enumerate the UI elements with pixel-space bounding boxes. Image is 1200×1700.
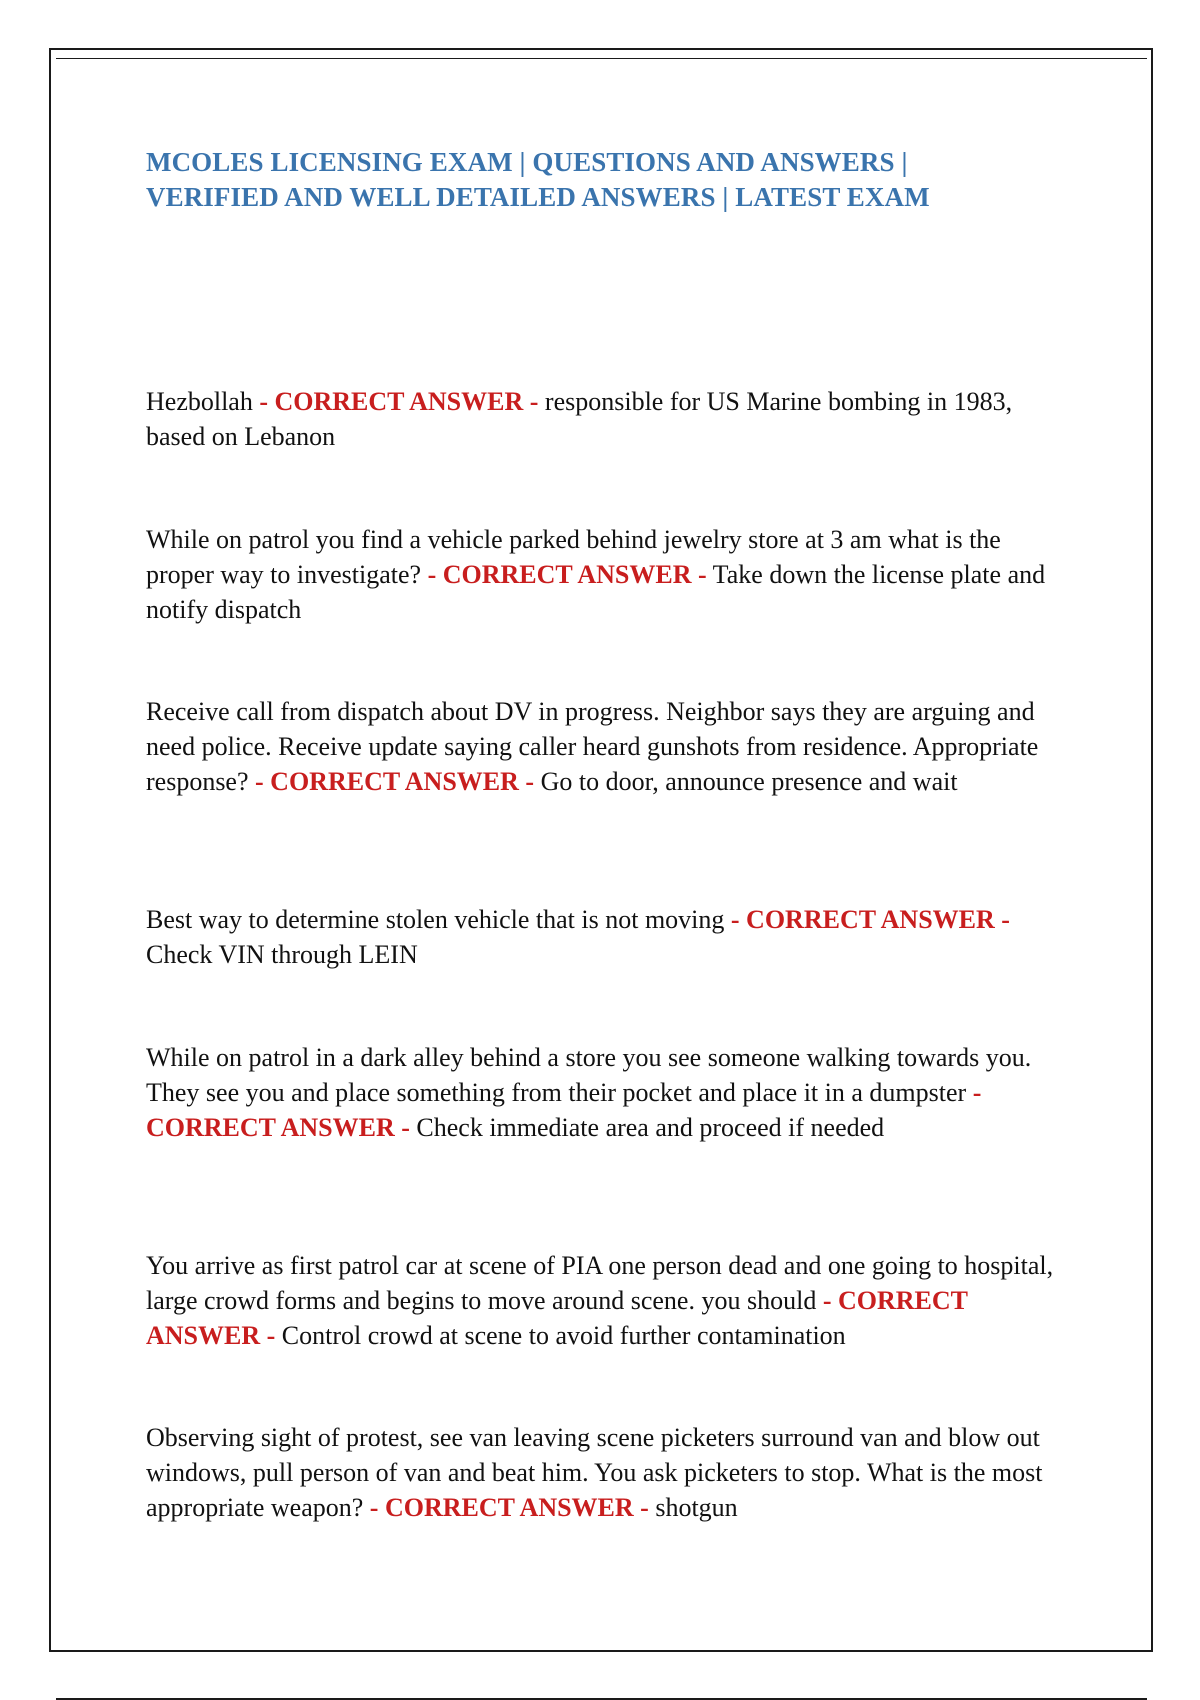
document-title: MCOLES LICENSING EXAM | QUESTIONS AND ANSWERS | VERIFIED AND WELL DETAILED ANSWERS | LATEST EXAM: [146, 147, 930, 212]
qa-item: [146, 694, 1066, 799]
answer-text: Check immediate area and proceed if needed: [416, 1113, 885, 1142]
question-text: Receive call from dispatch about DV in progress. Neighbor says they are arguing and need police. Receive update saying caller heard gunshots from residence. Appropriate response?: [146, 697, 1039, 796]
qa-item: [146, 1420, 1066, 1525]
answer-text: Control crowd at scene to avoid further contamination: [281, 1321, 846, 1350]
qa-item: [146, 1248, 1066, 1353]
question-text: While on patrol in a dark alley behind a store you see someone walking towards you. They see you and place something from their pocket and place it in a dumpster: [146, 1043, 1032, 1107]
question-text: Hezbollah: [146, 387, 253, 416]
correct-answer-marker: - CORRECT ANSWER -: [427, 560, 707, 589]
page-border-top-rule: [56, 58, 1147, 59]
qa-item: [146, 902, 1066, 972]
answer-text: Check VIN through LEIN: [146, 940, 418, 969]
question-text: You arrive as first patrol car at scene of PIA one person dead and one going to hospital, large crowd forms and begins to move around scene. you should: [146, 1251, 1054, 1315]
correct-answer-marker: - CORRECT ANSWER -: [146, 1078, 982, 1142]
correct-answer-marker: - CORRECT ANSWER -: [146, 1286, 968, 1350]
correct-answer-marker: - CORRECT ANSWER -: [255, 767, 535, 796]
page-border: [49, 48, 1153, 1652]
answer-text: shotgun: [655, 1493, 738, 1522]
answer-text: Go to door, announce presence and wait: [540, 767, 958, 796]
question-text: Best way to determine stolen vehicle that is not moving: [146, 905, 725, 934]
qa-item: [146, 522, 1066, 627]
answer-text: Take down the license plate and notify dispatch: [146, 560, 1046, 624]
correct-answer-marker: - CORRECT ANSWER -: [369, 1493, 649, 1522]
answer-text: responsible for US Marine bombing in 1983, based on Lebanon: [146, 387, 1013, 451]
question-text: While on patrol you find a vehicle parked behind jewelry store at 3 am what is the proper way to investigate?: [146, 525, 1001, 589]
qa-item: [146, 384, 1066, 454]
correct-answer-marker: - CORRECT ANSWER -: [259, 387, 539, 416]
correct-answer-marker: - CORRECT ANSWER -: [730, 905, 1010, 934]
qa-item: [146, 1040, 1066, 1145]
question-text: Observing sight of protest, see van leaving scene picketers surround van and blow out windows, pull person of van and beat him. You ask picketers to stop. What is the most appropriate weapon?: [146, 1423, 1043, 1522]
